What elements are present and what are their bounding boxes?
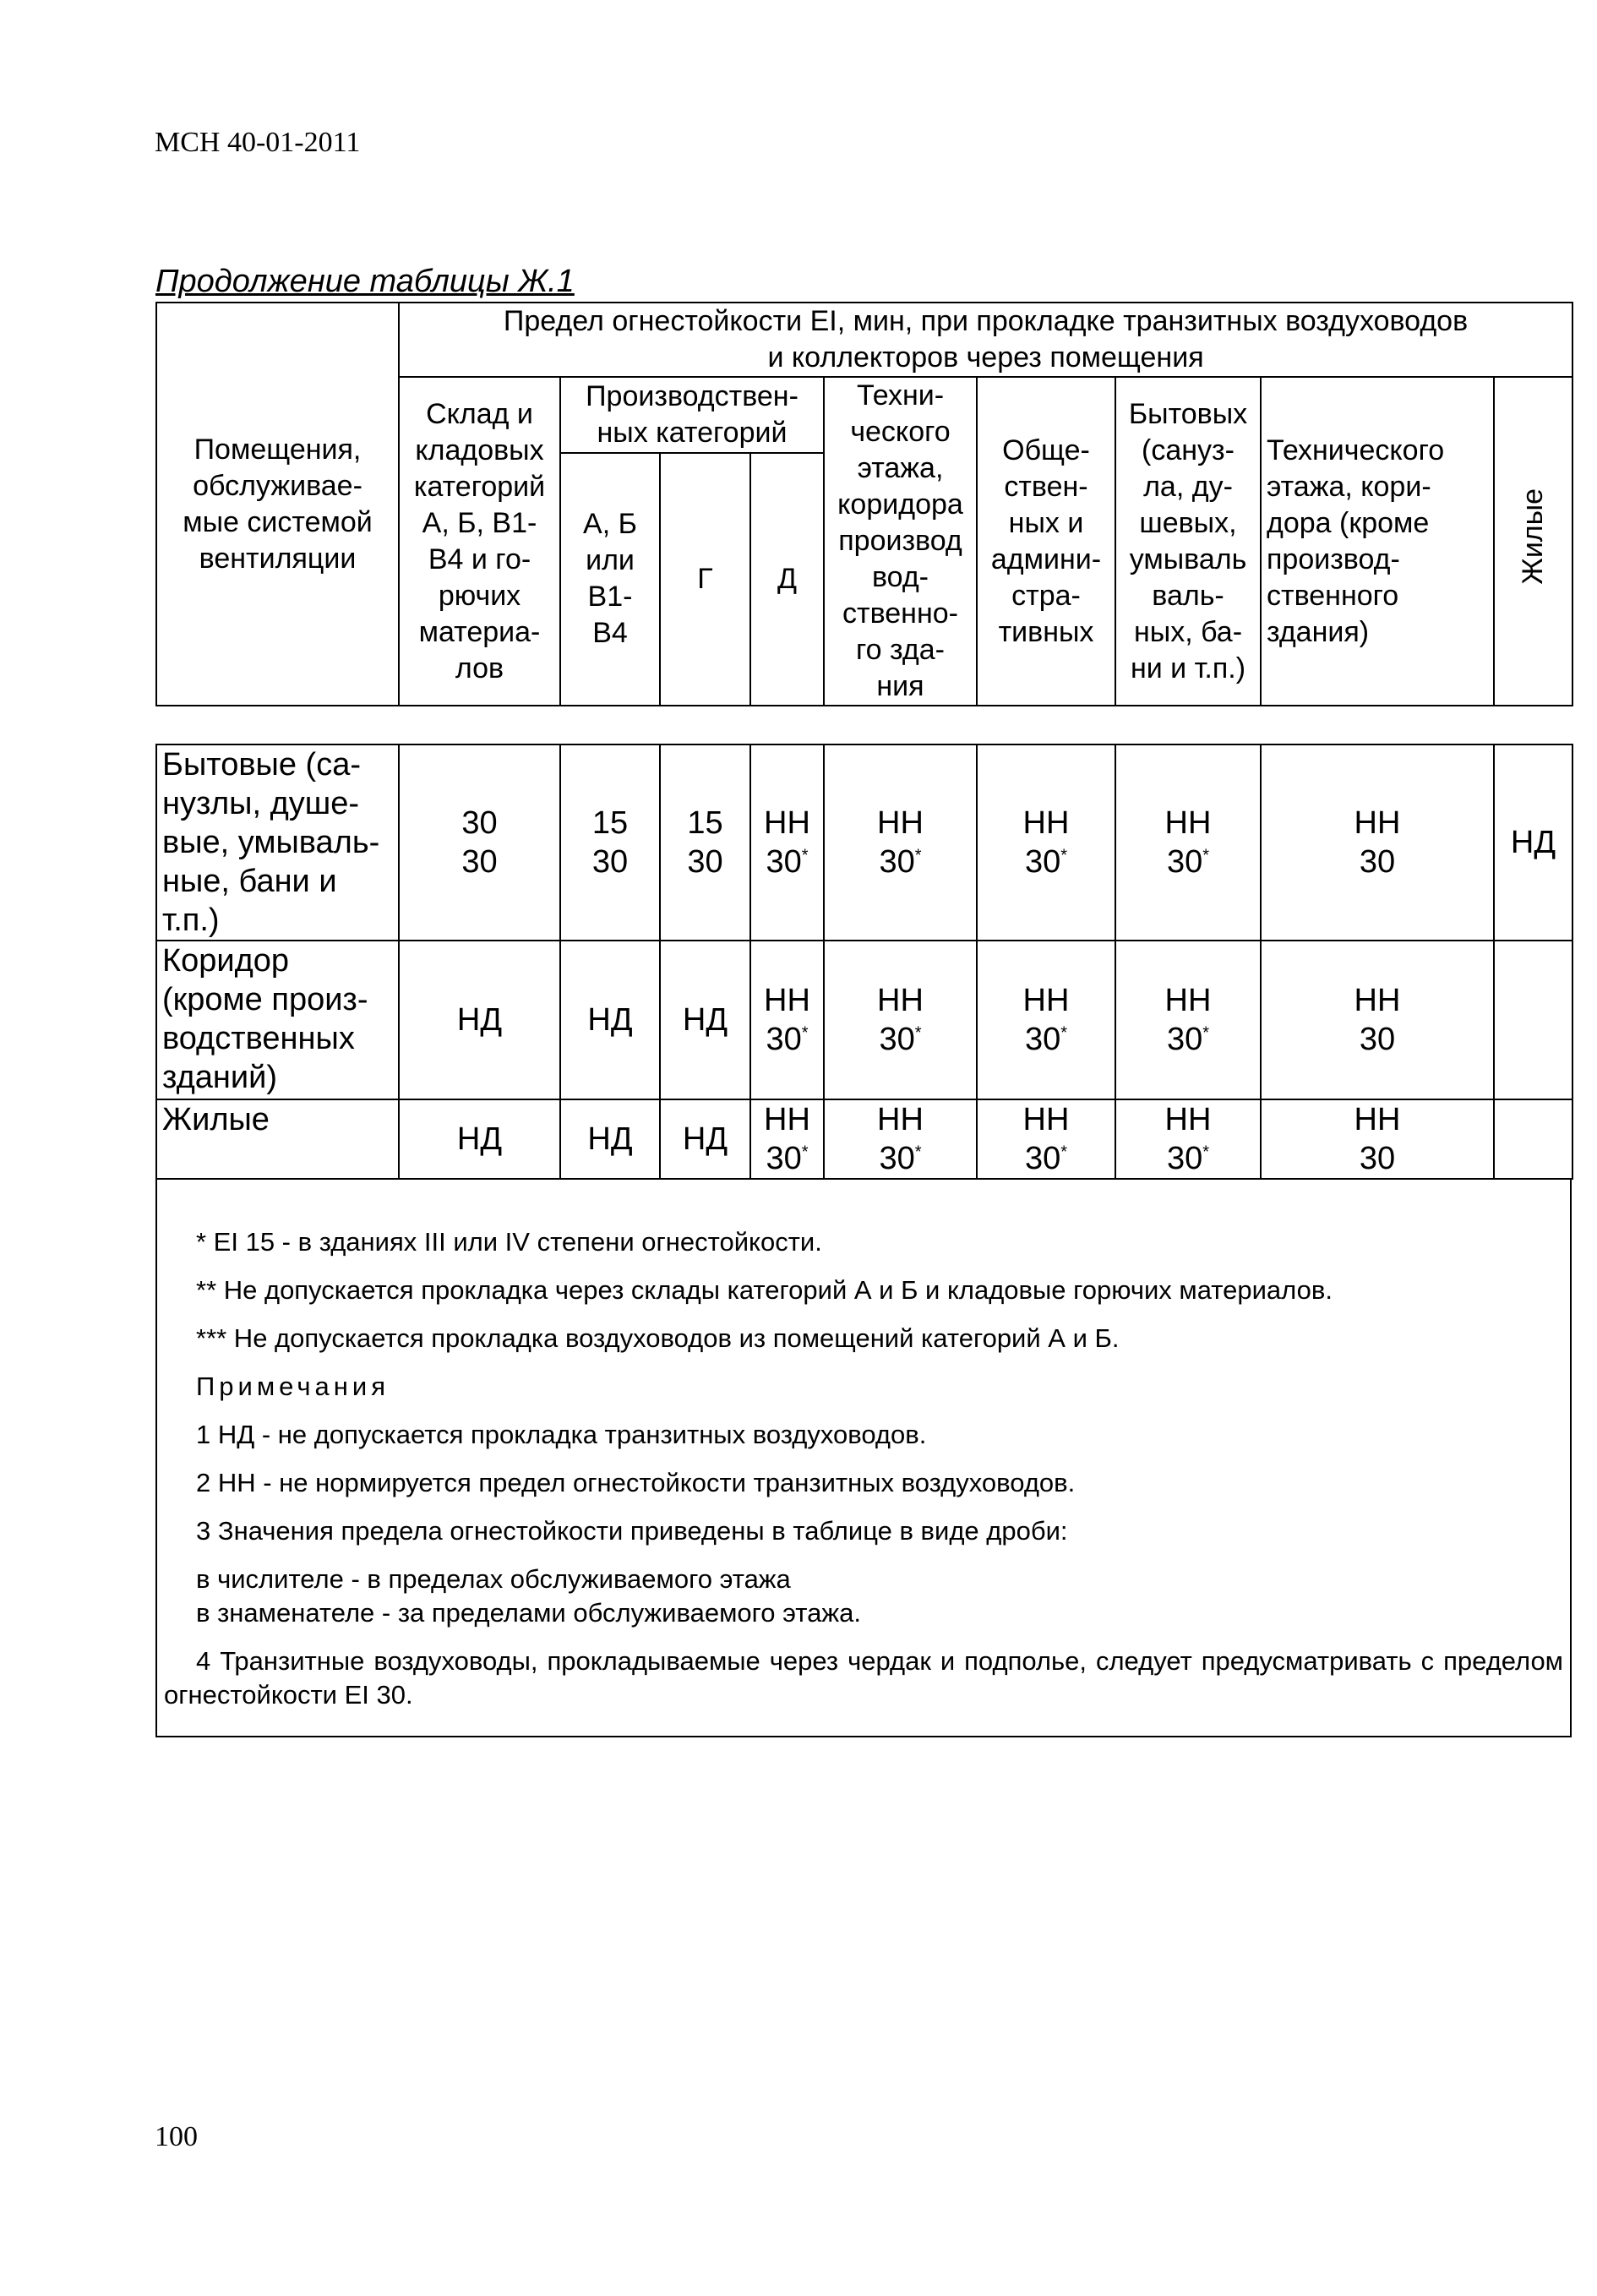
table-row <box>156 1099 1572 1179</box>
notes-heading: Примечания <box>196 1372 390 1401</box>
value-cell: НН 30* <box>750 941 824 1099</box>
header-public-admin: Обще- ствен- ных и админи- стра- тивных <box>977 377 1115 706</box>
page-number: 100 <box>155 2121 198 2152</box>
value-cell: НД <box>560 941 660 1099</box>
value-cell: НН 30* <box>977 941 1115 1099</box>
row-name: Жилые <box>156 1099 399 1179</box>
note-2: 2 НН - не нормируется предел огнестойкости транзитных воздуховодов. <box>196 1468 1076 1497</box>
header-cat-d: Д <box>750 453 824 706</box>
table-caption: Продолжение таблицы Ж.1 <box>155 264 575 299</box>
value-cell: НД <box>560 1099 660 1179</box>
footnote-1: * EI 15 - в зданиях III или IV степени огнестойкости. <box>196 1227 822 1257</box>
value-cell: НД <box>660 1099 750 1179</box>
note-4: 4 Транзитные воздуховоды, прокладываемые через чердак и подполье, следует предусматривать с пределом огнестойкости EI 30. <box>164 1646 1563 1710</box>
value-cell: НД <box>660 941 750 1099</box>
note-3: 3 Значения предела огнестойкости приведены в таблице в виде дроби: <box>196 1516 1068 1546</box>
value-cell-residential <box>1494 1099 1572 1179</box>
notes-box <box>155 1178 1572 1737</box>
value-cell: НН 30* <box>824 1099 977 1179</box>
note-1: 1 НД - не допускается прокладка транзитных воздуховодов. <box>196 1420 927 1449</box>
value-cell: НН 30* <box>750 1099 824 1179</box>
value-cell-residential <box>1494 941 1572 1099</box>
value-cell: НН 30* <box>824 744 977 941</box>
value-cell-residential: НД <box>1494 744 1572 941</box>
note-3-denominator: в знаменателе - за пределами обслуживаемого этажа. <box>196 1598 861 1628</box>
header-technical-floor: Техни- ческого этажа, коридора производ вод- ственно- го зда- ния <box>824 377 977 706</box>
value-cell: НН 30* <box>824 941 977 1099</box>
table-row <box>156 941 1572 1099</box>
header-fire-resistance-group: Предел огнестойкости EI, мин, при прокладке транзитных воздуховодов и коллекторов через помещения <box>399 303 1572 377</box>
row-name: Коридор (кроме произ- водственных зданий) <box>156 941 399 1099</box>
value-cell: НД <box>399 1099 560 1179</box>
value-cell: НН 30* <box>1115 941 1261 1099</box>
value-cell: 15 30 <box>560 744 660 941</box>
footnote-2: ** Не допускается прокладка через склады категорий А и Б и кладовые горючих материалов. <box>196 1275 1333 1305</box>
header-cat-ab: А, Б или В1- В4 <box>560 453 660 706</box>
value-cell: НН 30* <box>1115 1099 1261 1179</box>
table-header <box>155 302 1573 706</box>
value-cell: 30 30 <box>399 744 560 941</box>
document-code: МСН 40-01-2011 <box>155 127 361 158</box>
value-cell: НН 30 <box>1261 744 1494 941</box>
note-3-numerator: в числителе - в пределах обслуживаемого этажа <box>196 1564 791 1594</box>
header-technical-floor-2: Технического этажа, кори- дора (кроме производ- ственного здания) <box>1261 377 1494 706</box>
header-cat-g: Г <box>660 453 750 706</box>
header-rooms-served: Помещения, обслуживае- мые системой вентиляции <box>156 303 399 706</box>
value-cell: НН 30* <box>750 744 824 941</box>
header-storage: Склад и кладовых категорий А, Б, В1- В4 и го- рючих материа- лов <box>399 377 560 706</box>
value-cell: НН 30* <box>977 1099 1115 1179</box>
value-cell: НН 30 <box>1261 941 1494 1099</box>
row-name: Бытовые (са- нузлы, душе- вые, умываль- ные, бани и т.п.) <box>156 744 399 941</box>
value-cell: НД <box>399 941 560 1099</box>
header-domestic: Бытовых (сануз- ла, ду- шевых, умываль валь- ных, ба- ни и т.п.) <box>1115 377 1261 706</box>
value-cell: НН 30 <box>1261 1099 1494 1179</box>
header-production-categories: Производствен- ных категорий <box>560 377 824 453</box>
value-cell: 15 30 <box>660 744 750 941</box>
value-cell: НН 30* <box>1115 744 1261 941</box>
value-cell: НН 30* <box>977 744 1115 941</box>
table-row <box>156 744 1572 941</box>
footnote-3: *** Не допускается прокладка воздуховодов из помещений категорий А и Б. <box>196 1323 1120 1353</box>
table-body <box>155 744 1573 1180</box>
header-residential: Жилые <box>1494 377 1572 706</box>
